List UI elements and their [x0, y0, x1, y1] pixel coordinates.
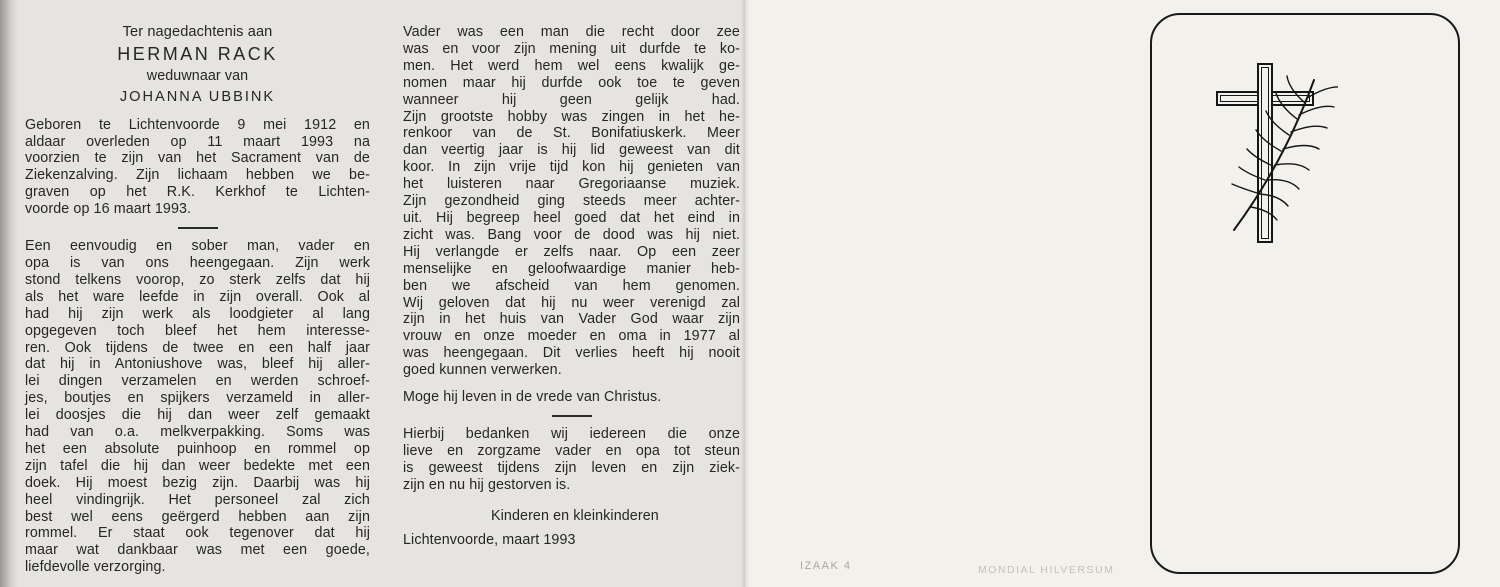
- text-line: zijn in het huis van Vader God waar zijn: [403, 311, 740, 328]
- text-line: lei dingen verzamelen en werden schroef-: [25, 373, 370, 390]
- spouse-name: JOHANNA UBBINK: [119, 88, 276, 105]
- text-line: dat hij in Antoniushove was, bleef hij aller-: [25, 356, 370, 373]
- spacer: [403, 494, 740, 508]
- text-line: jes, boutjes en spijkers verzameld in aller-: [25, 390, 370, 407]
- text-line: ben we afscheid van hem genomen.: [403, 277, 740, 294]
- text-line: heel vindingrijk. Het personeel zal zich: [25, 491, 370, 508]
- text-line: had van o.a. melkverpakking. Soms was: [25, 424, 370, 441]
- text-line: renkoor van de St. Bonifatiuskerk. Meer: [403, 125, 740, 142]
- dedication-line: Ter nagedachtenis aan: [122, 24, 273, 40]
- text-line: nomen maar hij durfde ook toe te geven: [403, 74, 740, 91]
- text-line: lieve en zorgzame vader en opa tot steun: [403, 442, 740, 459]
- text-line: zicht was. Bang voor de dood was hij niet.: [403, 226, 740, 243]
- text-line: is geweest tijdens zijn leven en zijn ziek-: [403, 459, 740, 476]
- text-line: voorzien te zijn van het Sacrament van de: [25, 150, 370, 167]
- text-line: Een eenvoudig en sober man, vader en: [25, 238, 370, 255]
- text-line: men. Het werd hem wel eens kwalijk ge-: [403, 57, 740, 74]
- text-line: uit. Hij begreep heel goed dat het eind in: [403, 209, 740, 226]
- middle-panel: [403, 24, 740, 549]
- section-divider: [552, 415, 592, 417]
- text-line: dan veertig jaar is hij lid geweest van dit: [403, 142, 740, 159]
- cross-palm-icon: [1198, 58, 1338, 248]
- text-line: voorde op 16 maart 1993.: [25, 201, 192, 218]
- text-line: best wel eens geërgerd hebben aan zijn: [25, 508, 370, 525]
- text-line: was en voor zijn mening uit durfde te ko-: [403, 40, 740, 57]
- text-line: Hierbij bedanken wij iedereen die onze: [403, 425, 740, 442]
- spacer: [403, 379, 740, 389]
- text-line: Ziekenzalving. Zijn lichaam hebben we be-: [25, 167, 370, 184]
- text-line: vrouw en onze moeder en oma in 1977 al: [403, 328, 740, 345]
- deceased-name: HERMAN RACK: [117, 43, 278, 64]
- text-line: Zijn grootste hobby was zingen in het he-: [403, 108, 740, 125]
- text-line: rommel. Er staat ook tegenover dat hij: [25, 525, 370, 542]
- text-line: opa is van ons heengegaan. Zijn werk: [25, 254, 370, 271]
- character-paragraph: [403, 24, 740, 379]
- birth-death-paragraph: [25, 117, 370, 218]
- printer-mark: MONDIAL HILVERSUM: [978, 564, 1115, 576]
- text-line: goed kunnen verwerken.: [403, 362, 562, 379]
- text-line: als het ware leefde in zijn overall. Ook al: [25, 288, 370, 305]
- text-line: aldaar overleden op 11 maart 1993 na: [25, 133, 370, 150]
- text-line: graven op het R.K. Kerkhof te Lichten-: [25, 184, 370, 201]
- text-line: liefdevolle verzorging.: [25, 559, 166, 576]
- print-code: IZAAK 4: [800, 560, 852, 572]
- thanks-paragraph: [403, 426, 740, 494]
- text-line: het een absolute puinhoop en rommel op: [25, 440, 370, 457]
- signature-line: Kinderen en kleinkinderen: [491, 507, 659, 524]
- text-line: ren. Ook tijdens de twee en een half jaar: [25, 339, 370, 356]
- motto-line: Moge hij leven in de vrede van Christus.: [403, 389, 662, 406]
- life-story-paragraph: [25, 238, 370, 576]
- place-date-line: Lichtenvoorde, maart 1993: [403, 532, 576, 549]
- relation-line: weduwnaar van: [146, 67, 249, 84]
- fold-crease: [741, 0, 749, 587]
- text-line: koor. In zijn vrije tijd kon hij genieten van: [403, 159, 740, 176]
- text-line: het luisteren naar Gregoriaanse muziek.: [403, 176, 740, 193]
- text-line: maar wat dankbaar was met een goede,: [25, 542, 370, 559]
- text-line: had hij zijn werk als loodgieter al lang: [25, 305, 370, 322]
- text-line: Wij geloven dat hij nu weer verenigd zal: [403, 294, 740, 311]
- text-line: was heengegaan. Dit verlies heeft hij nooit: [403, 345, 740, 362]
- text-line: menselijke en geloofwaardige manier heb-: [403, 260, 740, 277]
- text-line: doek. Hij moest bezig zijn. Daarbij was hij: [25, 474, 370, 491]
- text-line: lei doosjes die hij dan weer zelf gemaakt: [25, 407, 370, 424]
- section-divider: [178, 227, 218, 229]
- text-line: Hij verlangde er zelfs naar. Op een zeer: [403, 243, 740, 260]
- text-line: Zijn gezondheid ging steeds meer achter-: [403, 193, 740, 210]
- text-line: opgegeven toch bleef het hem interesse-: [25, 322, 370, 339]
- text-line: wanneer hij geen gelijk had.: [403, 91, 740, 108]
- text-line: stond telkens voorop, zo sterk zelfs dat hij: [25, 271, 370, 288]
- text-line: Geboren te Lichtenvoorde 9 mei 1912 en: [25, 116, 370, 133]
- text-line: zijn tafel die hij dan weer bedekte met een: [25, 457, 370, 474]
- text-line: zijn en nu hij gestorven is.: [403, 476, 571, 493]
- scan-edge-shadow: [0, 0, 18, 587]
- left-panel: [25, 24, 370, 576]
- text-line: Vader was een man die recht door zee: [403, 24, 740, 40]
